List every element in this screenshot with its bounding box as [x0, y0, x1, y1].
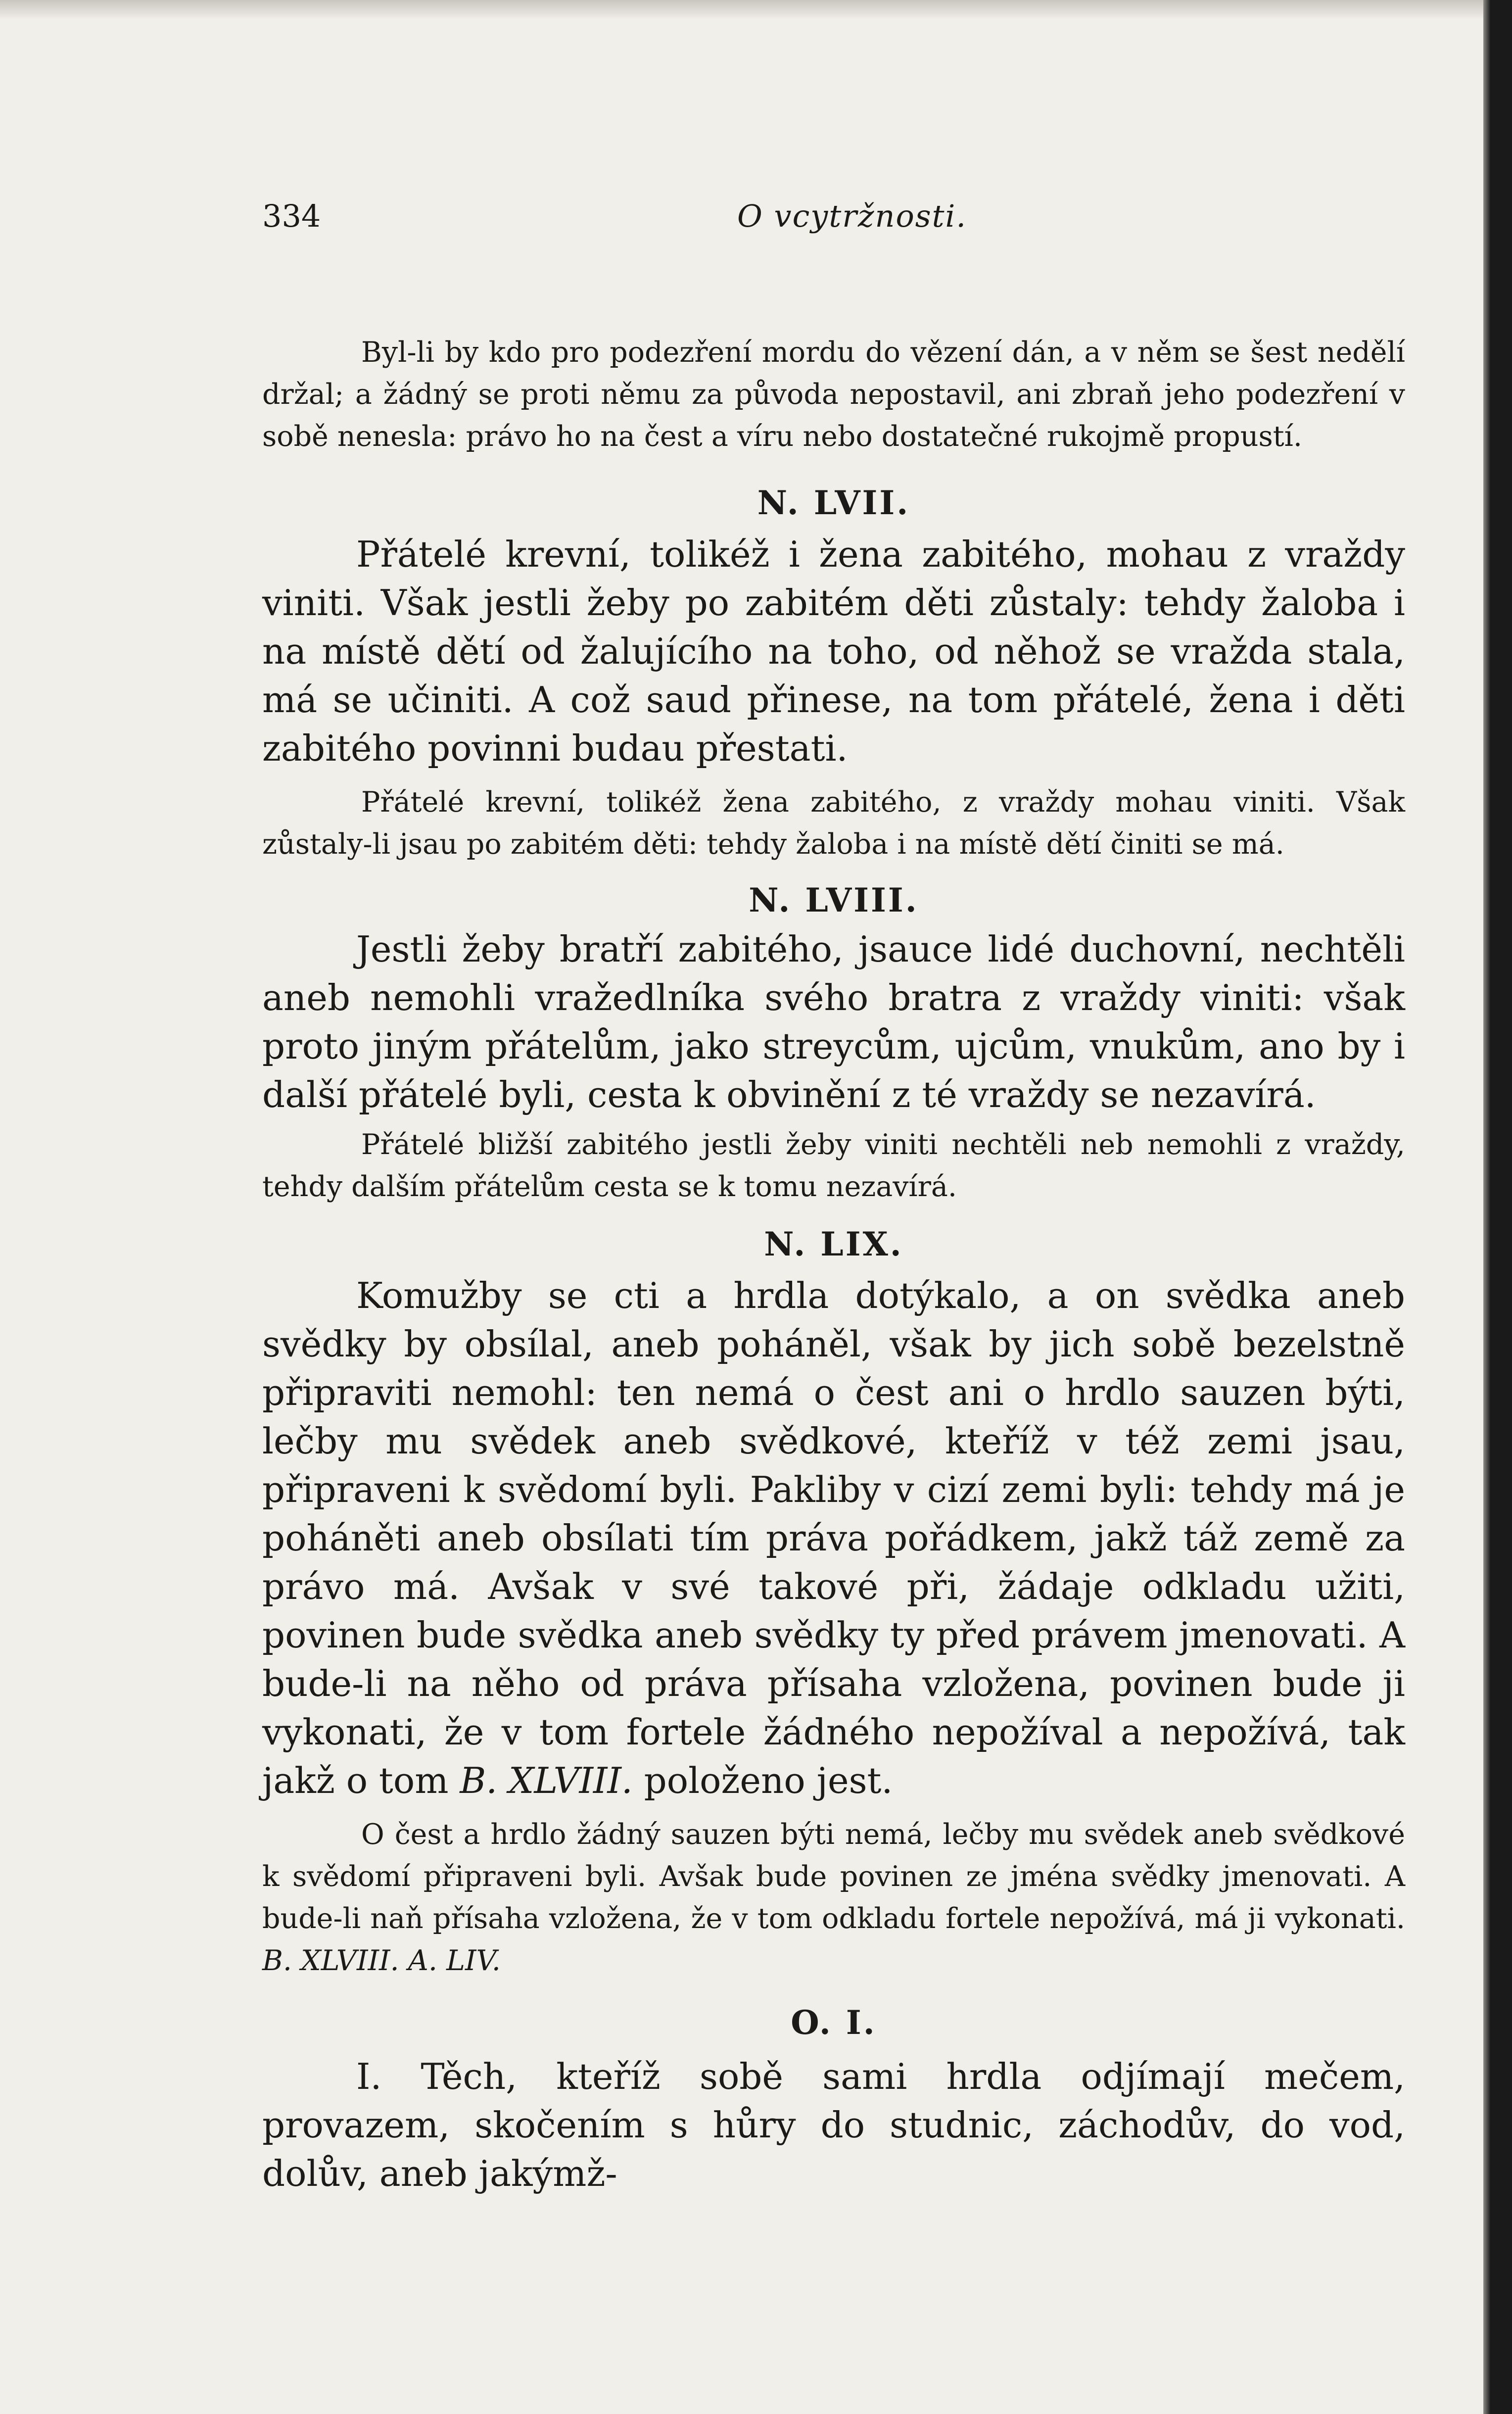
- section-heading-oi: O. I.: [791, 2003, 877, 2042]
- section-text-lviii: Jestli žeby bratří zabitého, jsauce lidé duchovní, nechtěli aneb nemohli vražedlníka svého bratra z vraždy viniti: však proto jiným přátelům, jako streycům, ujcům, vnukům, ano by i další přátelé byli, cesta k obvinění z té vraždy se nezavírá.: [262, 928, 1405, 1115]
- page-number: 334: [262, 198, 321, 234]
- section-summary-lvii: Přátelé krevní, tolikéž žena zabitého, z vraždy mohau viniti. Však zůstaly-li jsau po zabitém děti: tehdy žaloba i na místě dětí činiti se má.: [262, 786, 1405, 861]
- scan-right-edge: [1483, 0, 1512, 2414]
- section-heading-lviii: N. LVIII.: [749, 881, 919, 919]
- scan-top-shadow: [0, 0, 1512, 20]
- section-text-lix-main: Komužby se cti a hrdla dotýkalo, a on svědka aneb svědky by obsílal, aneb poháněl, však by jich sobě bezelstně připraviti nemohl: ten nemá o čest ani o hrdlo sauzen býti, lečby mu svědek aneb svědkové, kteříž v též zemi jsau, připraveni k svědomí byli. Pakliby v cizí zemi byli: tehdy má je poháněti aneb obsílati tím práva pořádkem, jakž táž země za právo má. Avšak v své takové při, žádaje odkladu užiti, povinen bude svědka aneb svědky ty před právem jmenovati. A bude-li na něho od práva přísaha vzložena, povinen bude ji vykonati, že v tom fortele žádného nepožíval a nepožívá, tak jakž o tom: [262, 1275, 1405, 1801]
- section-text-lix-tail: položeno jest.: [632, 1760, 893, 1801]
- book-page: [262, 183, 1405, 2198]
- section-text-lvii: Přátelé krevní, tolikéž i žena zabitého, mohau z vraždy viniti. Však jestli žeby po zabitém děti zůstaly: tehdy žaloba i na místě dětí od žalujícího na toho, od něhož se vražda stala, má se učiniti. A což saud přinese, na tom přátelé, žena i děti zabitého povinni budau přestati.: [262, 533, 1405, 769]
- page-header: [262, 183, 1405, 242]
- section-text-lix-reference: B. XLVIII.: [460, 1760, 633, 1801]
- section-summary-lix: [262, 1814, 1405, 1982]
- section-summary-lix-main: O čest a hrdlo žádný sauzen býti nemá, lečby mu svědek aneb svědkové k svědomí připraveni byli. Avšak bude povinen ze jména svědky jmenovati. A bude-li naň přísaha vzložena, že v tom odkladu fortele nepožívá, má ji vykonati.: [262, 1818, 1405, 1935]
- section-text-oi: I. Těch, kteříž sobě sami hrdla odjímají mečem, provazem, skočením s hůry do studnic, záchodův, do vod, dolův, aneb jakýmž-: [262, 2056, 1405, 2194]
- section-summary-lviii: Přátelé bližší zabitého jestli žeby viniti nechtěli neb nemohli z vraždy, tehdy dalším přátelům cesta se k tomu nezavírá.: [262, 1128, 1405, 1203]
- section-summary-lix-references: B. XLVIII. A. LIV.: [262, 1944, 501, 1977]
- running-title: O vcytržnosti.: [737, 198, 967, 234]
- section-text-lix: [262, 1271, 1405, 1805]
- intro-summary: Byl-li by kdo pro podezření mordu do vězení dán, a v něm se šest nedělí držal; a žádný se proti němu za původa nepostavil, ani zbraň jeho podezření v sobě nenesla: právo ho na čest a víru nebo dostatečné rukojmě propustí.: [262, 336, 1405, 453]
- section-heading-lix: N. LIX.: [764, 1225, 903, 1263]
- section-heading-lvii: N. LVII.: [757, 483, 910, 522]
